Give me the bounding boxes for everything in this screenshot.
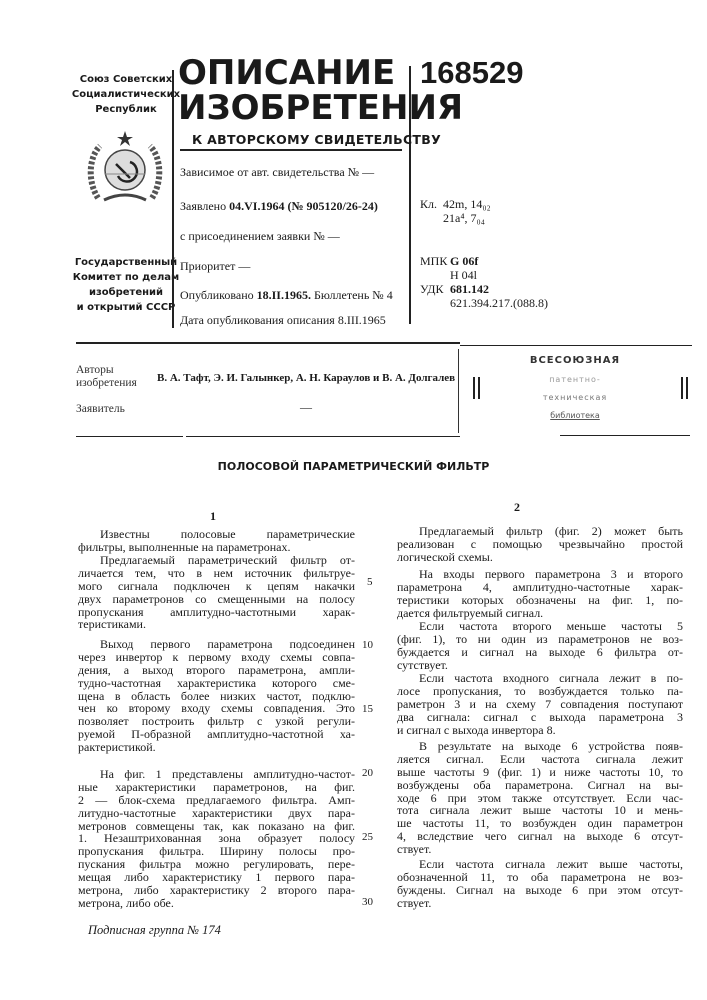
authors-value: В. А. Тафт, Э. И. Галынкер, А. Н. Караулов и В. А. Долгалев — [157, 372, 455, 385]
text-line: ствует. — [397, 897, 683, 910]
stamp-line: патентно- — [499, 375, 651, 385]
mpk-line2: H 04l — [450, 269, 477, 282]
library-stamp — [458, 349, 691, 433]
authors-label — [76, 364, 137, 390]
divider — [186, 436, 460, 437]
text-line: Предлагаемый параметрический фильтр от- — [78, 554, 355, 567]
text-line: литудно-частотные характеристики двух пара- — [78, 807, 355, 820]
stamp-bar — [473, 377, 480, 399]
text-line: Известны полосовые параметрические — [78, 528, 355, 541]
divider — [460, 345, 692, 346]
published-value: 18.II.1965. — [257, 288, 311, 302]
text-line: логической схемы. — [397, 551, 683, 564]
kl-label: Кл. — [420, 198, 437, 211]
stamp-bar — [681, 377, 688, 399]
text-line: выше частоты 9 (фиг. 1) и ниже частоты 10, то — [397, 766, 683, 779]
text-line: Выход первого параметрона подсоединен — [78, 638, 355, 651]
text-line: метрона, либо обе. — [78, 897, 355, 910]
text-line: через инвертор к первому входу схемы совпа- — [78, 651, 355, 664]
ussr-emblem-icon — [86, 128, 164, 215]
text-line: ходе 6 при этом также отсутствует. Если час- — [397, 792, 683, 805]
stamp-line: техническая — [499, 393, 651, 403]
kl-line2: 21a⁴, 7₀₄ — [443, 212, 485, 225]
text-line: мещая либо характеристику 1 первого пара- — [78, 871, 355, 884]
line-number: 20 — [362, 767, 373, 779]
stamp-line: библиотека — [499, 411, 651, 421]
text-line: пропускания фильтра. Ширину полосы про- — [78, 845, 355, 858]
paragraph — [397, 858, 683, 910]
text-line: чен ко второму входу схемы совпадения. Это — [78, 702, 355, 715]
divider — [180, 149, 402, 151]
paragraph — [78, 768, 355, 910]
doc-subtitle: К АВТОРСКОМУ СВИДЕТЕЛЬСТВУ — [192, 132, 441, 147]
paragraph — [78, 638, 355, 754]
paragraph — [397, 620, 683, 672]
text-line: дается фильтруемый сигнал. — [397, 607, 683, 620]
text-line: двух параметронов со смещенными на полосу — [78, 593, 355, 606]
text-line: В результате на выходе 6 устройства появ- — [397, 740, 683, 753]
text-line: пускания фильтра можно регулировать, пере- — [78, 858, 355, 871]
joined-field: с присоединением заявки № — — [180, 229, 340, 244]
text-line: ствует. — [397, 843, 683, 856]
line-number: 5 — [367, 576, 373, 588]
authors-label-line: изобретения — [76, 377, 137, 390]
text-line: метронов совмещены так, как показано на фиг. — [78, 820, 355, 833]
text-line: параметрона 4, амплитудно-частотные харак- — [397, 581, 683, 594]
text-line: 1. Незаштрихованная зона образует полосу — [78, 832, 355, 845]
doc-title-line1: ОПИСАНИЕ — [178, 56, 406, 90]
mpk-line1: G 06f — [450, 255, 478, 268]
text-line: На фиг. 1 представлены амплитудно-частот- — [78, 768, 355, 781]
paragraph — [78, 554, 355, 631]
text-line: реализован с помощью чрезвычайно простой — [397, 538, 683, 551]
text-line: возбуждены оба параметрона. Сигнал на вы- — [397, 779, 683, 792]
text-line: тудно-частотная характеристика которого сме- — [78, 677, 355, 690]
divider — [76, 436, 183, 437]
text-line: метрона, либо характеристику 2 второго пара- — [78, 884, 355, 897]
paragraph — [397, 568, 683, 620]
doc-title-line2: ИЗОБРЕТЕНИЯ — [178, 91, 406, 125]
kl-line1: 42m, 14₀₂ — [443, 198, 491, 211]
org-line: Комитет по делам — [62, 270, 190, 285]
text-line: ше частоты 11, то возбужден один параметрон — [397, 817, 683, 830]
line-number: 15 — [362, 703, 373, 715]
authors-label-line: Авторы — [76, 364, 137, 377]
text-line: 4, вследствие чего сигнал на выходе 6 отсут- — [397, 830, 683, 843]
mpk-label: МПК — [420, 255, 447, 268]
invention-title: ПОЛОСОВОЙ ПАРАМЕТРИЧЕСКИЙ ФИЛЬТР — [0, 460, 707, 473]
divider — [76, 342, 460, 344]
line-number: 10 — [362, 639, 373, 651]
applicant-label: Заявитель — [76, 403, 125, 415]
text-line: ляется сигнал. Если частота сигнала лежит — [397, 753, 683, 766]
text-line: руемой П-образной амплитудно-частотной ха- — [78, 728, 355, 741]
patent-number: 168529 — [420, 55, 523, 91]
paragraph — [397, 740, 683, 856]
text-line: буждается и сигнал на выходе 6 фильтра от- — [397, 646, 683, 659]
filed-field — [180, 199, 378, 214]
text-line: позволяет построить фильтр с узкой регули- — [78, 715, 355, 728]
text-line: и сигнал с выхода инвертора 8. — [397, 724, 683, 737]
bulletin: Бюллетень № 4 — [311, 288, 393, 302]
dependent-field: Зависимое от авт. свидетельства № — — [180, 165, 374, 180]
text-line: Если частота входного сигнала лежит в по- — [397, 672, 683, 685]
text-line: ные характеристики параметронов, на фиг. — [78, 781, 355, 794]
text-line: дения, а выход второго параметрона, ампли- — [78, 664, 355, 677]
applicant-value: — — [300, 400, 312, 415]
filed-label: Заявлено — [180, 199, 229, 213]
text-line: теристиками. — [78, 618, 355, 631]
filed-value: 04.VI.1964 (№ 905120/26-24) — [229, 199, 378, 213]
paragraph — [397, 672, 683, 736]
text-line: личается тем, что в нем источник фильтруе- — [78, 567, 355, 580]
text-line: тота сигнала лежит выше частоты 10 и мень- — [397, 804, 683, 817]
stamp-line: ВСЕСОЮЗНАЯ — [499, 355, 651, 367]
column-number: 1 — [210, 509, 216, 523]
text-line: обозначенной 11, то оба параметрона не воз- — [397, 871, 683, 884]
udk-line2: 621.394.217.(088.8) — [450, 297, 548, 310]
divider — [172, 70, 174, 328]
issuing-state — [62, 72, 190, 117]
org-line: и открытий СССР — [62, 300, 190, 315]
text-line: теристики которых обозначены на фиг. 1, по- — [397, 594, 683, 607]
org-line: изобретений — [62, 285, 190, 300]
paragraph — [397, 525, 683, 564]
text-line: лосе пропускания, то возбуждается только па- — [397, 685, 683, 698]
text-line: мого сигнала подключен к цепям накачки — [78, 580, 355, 593]
org-line: Государственный — [62, 255, 190, 270]
text-line: На входы первого параметрона 3 и второго — [397, 568, 683, 581]
text-line: Если частота второго меньше частоты 5 — [397, 620, 683, 633]
udk-line1: 681.142 — [450, 283, 489, 296]
published-field — [180, 288, 393, 303]
column-number: 2 — [514, 500, 520, 514]
text-line: два сигнала: сигнал с выхода параметрона 3 — [397, 711, 683, 724]
description-date: Дата опубликования описания 8.III.1965 — [180, 313, 386, 328]
published-label: Опубликовано — [180, 288, 257, 302]
text-line: фильтры, выполненные на параметронах. — [78, 541, 355, 554]
text-line: сутствует. — [397, 659, 683, 672]
issuing-committee — [62, 255, 190, 315]
divider — [560, 435, 690, 436]
org-line: Союз Советских — [62, 72, 190, 87]
subscription-group: Подписная группа № 174 — [88, 923, 221, 938]
org-line: Республик — [62, 102, 190, 117]
text-line: пропускания амплитудно-частотными харак- — [78, 606, 355, 619]
text-line: Если частота сигнала лежит выше частоты, — [397, 858, 683, 871]
text-line: рактеристикой. — [78, 741, 355, 754]
text-line: 2 — блок-схема предлагаемого фильтра. Амп- — [78, 794, 355, 807]
text-line: Предлагаемый фильтр (фиг. 2) может быть — [397, 525, 683, 538]
udk-label: УДК — [420, 283, 443, 296]
priority-field: Приоритет — — [180, 259, 250, 274]
text-line: буждены. Сигнал на выходе 6 при этом отсут- — [397, 884, 683, 897]
line-number: 30 — [362, 896, 373, 908]
org-line: Социалистических — [62, 87, 190, 102]
text-line: раметрон 3 и на схему 7 совпадения поступают — [397, 698, 683, 711]
text-line: (фиг. 1), то ни один из параметронов не воз- — [397, 633, 683, 646]
paragraph — [78, 528, 355, 554]
text-line: щена в область более низких частот, подклю- — [78, 690, 355, 703]
line-number: 25 — [362, 831, 373, 843]
